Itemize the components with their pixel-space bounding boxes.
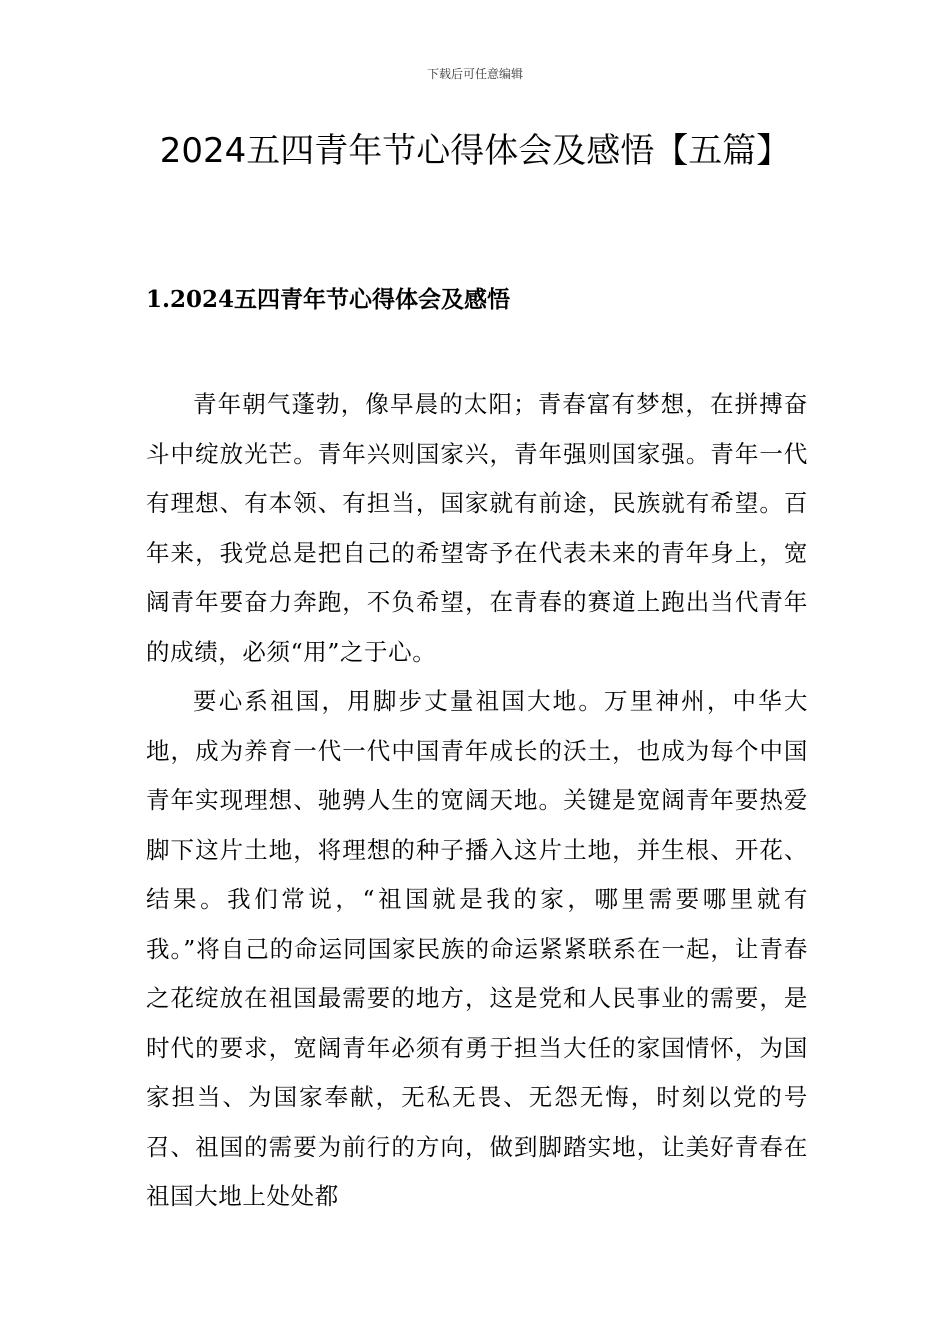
paragraph-2: 要心系祖国，用脚步丈量祖国大地。万里神州，中华大地，成为养育一代一代中国青年成长的沃土，也成为每个中国青年实现理想、驰骋人生的宽阔天地。关键是宽阔青年要热爱脚下这片土地，将理想的种子播入这片土地，并生根、开花、结果。我们常说，“祖国就是我的家，哪里需要哪里就有我。”将自己的命运同国家民族的命运紧紧联系在一起，让青春之花绽放在祖国最需要的地方，这是党和人民事业的需要，是时代的要求，宽阔青年必须有勇于担当大任的家国情怀，为国家担当、为国家奉献，无私无畏、无怨无悔，时刻以党的号召、祖国的需要为前行的方向，做到脚踏实地，让美好青春在祖国大地上处处都 [146, 687, 808, 1210]
section-heading: 1.2024五四青年节心得体会及感悟 [146, 286, 511, 313]
header-note: 下载后可任意编辑 [426, 67, 523, 81]
paragraph-1: 青年朝气蓬勃，像早晨的太阳；青春富有梦想，在拼搏奋斗中绽放光芒。青年兴则国家兴，青年强则国家强。青年一代有理想、有本领、有担当，国家就有前途，民族就有希望。百年来，我党总是把自己的希望寄予在代表未来的青年身上，宽阔青年要奋力奔跑，不负希望，在青春的赛道上跑出当代青年的成绩，必须“用”之于心。 [146, 390, 808, 666]
body-text [146, 380, 808, 1222]
document-title: 2024五四青年节心得体会及感悟【五篇】 [159, 131, 791, 171]
